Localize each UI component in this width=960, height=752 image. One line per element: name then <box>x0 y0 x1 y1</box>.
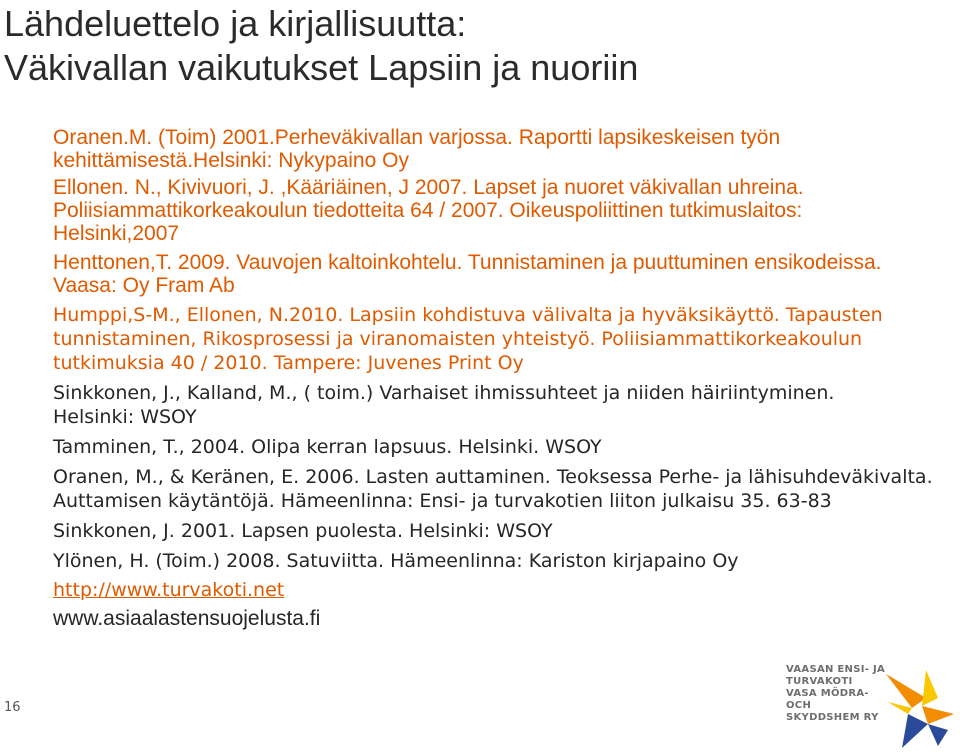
slide-number: 16 <box>4 700 21 715</box>
reference-item <box>53 607 953 630</box>
reference-line: Auttamisen käytäntöjä. Hämeenlinna: Ensi- ja turvakotien liiton julkaisu 35. 63-83 <box>53 490 832 512</box>
reference-item <box>53 578 953 602</box>
reference-line: Poliisiammattikorkeakoulun tiedotteita 64 / 2007. Oikeuspoliittinen tutkimuslaitos: <box>53 199 803 222</box>
reference-line: Helsinki: WSOY <box>53 406 197 428</box>
page-title <box>4 2 944 90</box>
reference-item <box>53 176 953 245</box>
logo-line: VAASAN ENSI- JA <box>786 664 886 675</box>
logo-line: TURVAKOTI <box>786 676 853 687</box>
reference-line: Helsinki,2007 <box>53 222 180 245</box>
reference-item <box>53 251 953 297</box>
logo-line: VASA MÖDRA- OCH <box>786 688 869 711</box>
reference-item <box>53 303 953 375</box>
title-line-2: Väkivallan vaikutukset Lapsiin ja nuoriin <box>4 47 639 88</box>
logo-line: SKYDDSHEM RY <box>786 712 879 723</box>
reference-item <box>53 435 953 459</box>
reference-item <box>53 381 953 429</box>
reference-item <box>53 126 953 172</box>
reference-line: www.asiaalastensuojelusta.fi <box>53 607 321 630</box>
reference-line: Henttonen,T. 2009. Vauvojen kaltoinkohtelu. Tunnistaminen ja puuttuminen ensikodeissa. <box>53 251 882 274</box>
reference-line: Oranen, M., & Keränen, E. 2006. Lasten auttaminen. Teoksessa Perhe- ja lähisuhdeväkivalta. <box>53 466 933 488</box>
reference-line: Humppi,S-M., Ellonen, N.2010. Lapsiin kohdistuva välivalta ja hyväksikäyttö. Tapausten <box>53 304 883 326</box>
turvakoti-link[interactable]: http://www.turvakoti.net <box>53 579 285 601</box>
reference-line: Tamminen, T., 2004. Olipa kerran lapsuus. Helsinki. WSOY <box>53 436 602 458</box>
organization-logo-text <box>786 664 886 724</box>
reference-line: Oranen.M. (Toim) 2001.Perheväkivallan varjossa. Raportti lapsikeskeisen työn <box>53 126 781 149</box>
reference-list <box>53 126 953 630</box>
reference-item <box>53 519 953 543</box>
reference-line: tunnistaminen, Rikosprosessi ja viranomaisten yhteistyö. Poliisiammattikorkeakoulun <box>53 328 863 350</box>
organization-logo-icon <box>882 668 958 750</box>
reference-item <box>53 549 953 573</box>
reference-line: Sinkkonen, J. 2001. Lapsen puolesta. Helsinki: WSOY <box>53 520 553 542</box>
reference-line: kehittämisestä.Helsinki: Nykypaino Oy <box>53 149 409 172</box>
reference-item <box>53 465 953 513</box>
reference-line: tutkimuksia 40 / 2010. Tampere: Juvenes Print Oy <box>53 352 524 374</box>
reference-line: Ellonen. N., Kivivuori, J. ,Kääriäinen, J 2007. Lapset ja nuoret väkivallan uhreina. <box>53 176 804 199</box>
reference-line: Vaasa: Oy Fram Ab <box>53 274 235 297</box>
reference-line: Ylönen, H. (Toim.) 2008. Satuviitta. Hämeenlinna: Kariston kirjapaino Oy <box>53 550 739 572</box>
title-line-1: Lähdeluettelo ja kirjallisuutta: <box>4 3 467 44</box>
reference-line: Sinkkonen, J., Kalland, M., ( toim.) Varhaiset ihmissuhteet ja niiden häiriintyminen. <box>53 382 835 404</box>
